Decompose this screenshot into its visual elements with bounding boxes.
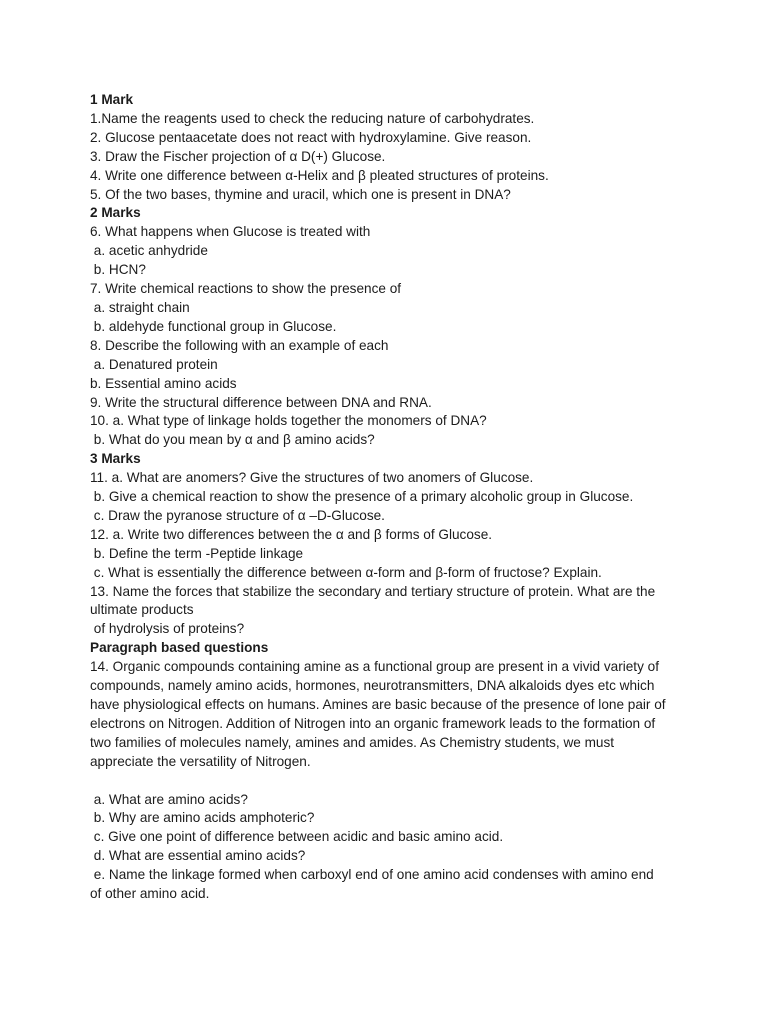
question-8b: b. Essential amino acids (90, 375, 237, 391)
question-14b: b. Why are amino acids amphoteric? (90, 810, 315, 826)
question-11b: b. Give a chemical reaction to show the presence of a primary alcoholic group in Glucose. (90, 489, 634, 505)
question-12b: b. Define the term -Peptide linkage (90, 545, 304, 561)
question-8: 8. Describe the following with an example of each (90, 337, 389, 353)
question-1: 1.Name the reagents used to check the reducing nature of carbohydrates. (90, 110, 535, 126)
question-9: 9. Write the structural difference between DNA and RNA. (90, 394, 432, 410)
question-7a: a. straight chain (90, 299, 190, 315)
question-3: 3. Draw the Fischer projection of α D(+) Glucose. (90, 148, 386, 164)
question-13-line-3: of hydrolysis of proteins? (90, 621, 245, 637)
question-10a: 10. a. What type of linkage holds together the monomers of DNA? (90, 413, 487, 429)
section-heading-1-mark: 1 Mark (90, 92, 134, 107)
section-heading-paragraph: Paragraph based questions (90, 640, 269, 656)
section-heading-3-marks: 3 Marks (90, 451, 141, 467)
question-11c: c. Draw the pyranose structure of α –D-Glucose. (90, 507, 385, 523)
question-12a: 12. a. Write two differences between the α and β forms of Glucose. (90, 526, 493, 542)
spacer (90, 772, 680, 791)
section-heading-2-marks: 2 Marks (90, 205, 141, 221)
question-7b: b. aldehyde functional group in Glucose. (90, 318, 337, 334)
question-14e-line-2: of other amino acid. (90, 886, 210, 902)
passage-14: 14. Organic compounds containing amine as a functional group are present in a vivid variety of compounds, namely amino acids, hormones, neurotransmitters, DNA alkaloids dyes etc which have physiological effects on humans. Amines are basic because of the presence of lone pair of electrons on Nitrogen. Addition of Nitrogen into an organic framework leads to the formation of two families of molecules namely, amines and amides. As Chemistry students, we must appreciate the versatility of Nitrogen. (90, 659, 666, 769)
question-6a: a. acetic anhydride (90, 243, 208, 259)
question-6: 6. What happens when Glucose is treated with (90, 224, 371, 240)
question-14c: c. Give one point of difference between acidic and basic amino acid. (90, 829, 504, 845)
question-14e-line-1: e. Name the linkage formed when carboxyl end of one amino acid condenses with amino end (90, 867, 654, 883)
question-7: 7. Write chemical reactions to show the presence of (90, 281, 402, 297)
question-13-line-1: 13. Name the forces that stabilize the secondary and tertiary structure of protein. What are the (90, 583, 656, 599)
question-14a: a. What are amino acids? (90, 791, 248, 807)
document-page (90, 91, 680, 904)
question-8a: a. Denatured protein (90, 356, 218, 372)
question-14d: d. What are essential amino acids? (90, 848, 306, 864)
question-6b: b. HCN? (90, 262, 146, 278)
question-12c: c. What is essentially the difference between α-form and β-form of fructose? Explain. (90, 564, 602, 580)
question-2: 2. Glucose pentaacetate does not react with hydroxylamine. Give reason. (90, 129, 532, 145)
question-10b: b. What do you mean by α and β amino acids? (90, 432, 375, 448)
question-5: 5. Of the two bases, thymine and uracil, which one is present in DNA? (90, 186, 511, 202)
question-11a: 11. a. What are anomers? Give the structures of two anomers of Glucose. (90, 470, 534, 486)
question-4: 4. Write one difference between α-Helix and β pleated structures of proteins. (90, 167, 549, 183)
question-13-line-2: ultimate products (90, 602, 194, 618)
